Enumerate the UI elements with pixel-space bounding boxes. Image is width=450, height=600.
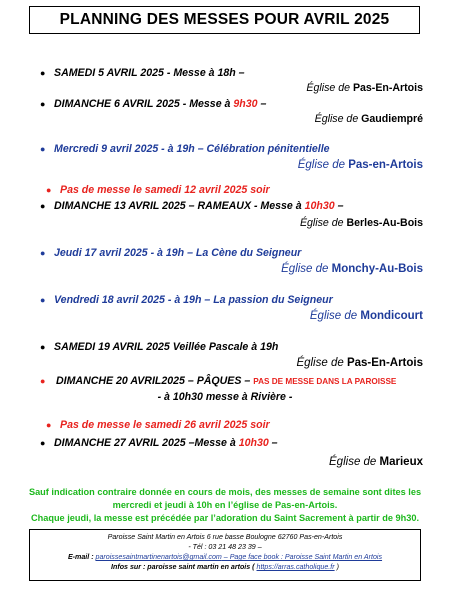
page-title: PLANNING DES MESSES POUR AVRIL 2025: [29, 6, 420, 34]
event-1-date: ● SAMEDI 5 AVRIL 2025 - Messe à 18h –: [40, 67, 245, 79]
bullet-icon: ●: [40, 376, 46, 386]
event-8-date: ● DIMANCHE 20 AVRIL2025 – PÂQUES – PAS DE MESSE DANS LA PAROISSE: [40, 375, 397, 387]
parish-contact-box: [29, 529, 421, 581]
event-3-date: ● Mercredi 9 avril 2025 - à 19h – Célébration pénitentielle: [40, 143, 330, 155]
parish-phone: - Tél : 03 21 48 23 39 –: [188, 543, 262, 551]
event-2-place: Église de Gaudiempré: [314, 113, 423, 125]
bullet-icon: ●: [40, 248, 46, 258]
notice-1: ● Pas de messe le samedi 12 avril 2025 soir: [46, 184, 270, 196]
event-4-date: ● DIMANCHE 13 AVRIL 2025 – RAMEAUX - Messe à 10h30 –: [40, 200, 344, 212]
website-link[interactable]: https://arras.catholique.fr: [256, 563, 335, 571]
event-8-sub: - à 10h30 messe à Rivière -: [157, 391, 293, 403]
parish-infos-line: Infos sur : paroisse saint martin en artois ( https://arras.catholique.fr ): [111, 563, 339, 571]
event-5-place: Église de Monchy-Au-Bois: [281, 263, 423, 275]
event-7-date: ● SAMEDI 19 AVRIL 2025 Veillée Pascale à 19h: [40, 341, 279, 353]
event-2-date: ● DIMANCHE 6 AVRIL 2025 - Messe à 9h30 –: [40, 98, 267, 110]
event-5-date: ● Jeudi 17 avril 2025 - à 19h – La Cène du Seigneur: [40, 247, 302, 259]
event-4-place: Église de Berles-Au-Bois: [299, 217, 423, 229]
parish-address: Paroisse Saint Martin en Artois 6 rue basse Boulogne 62760 Pas-en-Artois: [107, 533, 343, 541]
facebook-link[interactable]: – Page face book : Paroisse Saint Martin en Artois: [221, 553, 383, 561]
notice-2: ● Pas de messe le samedi 26 avril 2025 soir: [46, 419, 270, 431]
event-3-place: Église de Pas-en-Artois: [297, 159, 423, 171]
bullet-icon: ●: [40, 99, 46, 109]
weekday-mass-note: Sauf indication contraire donnée en cours de mois, des messes de semaine sont dites les mercredi et jeudi à 10h en l’église de Pas-en-Artois. Chaque jeudi, la messe est précédée par l’adoration du Saint Sacrement à partir de 9h30.: [28, 487, 422, 523]
event-6-date: ● Vendredi 18 avril 2025 - à 19h – La passion du Seigneur: [40, 294, 333, 306]
event-6-place: Église de Mondicourt: [309, 310, 423, 322]
bullet-icon: ●: [40, 144, 46, 154]
event-9-date: ● DIMANCHE 27 AVRIL 2025 –Messe à 10h30 –: [40, 437, 278, 449]
event-7-place: Église de Pas-En-Artois: [296, 357, 423, 369]
email-link[interactable]: paroissesaintmartinenartois@gmail.com: [95, 553, 222, 561]
event-9-place: Église de Marieux: [329, 456, 423, 468]
bullet-icon: ●: [40, 68, 46, 78]
bullet-icon: ●: [46, 420, 52, 430]
bullet-icon: ●: [40, 295, 46, 305]
bullet-icon: ●: [40, 438, 46, 448]
bullet-icon: ●: [46, 185, 52, 195]
parish-email-line: E-mail : paroissesaintmartinenartois@gmail.com – Page face book : Paroisse Saint Martin en Artois: [67, 553, 383, 561]
event-1-place: Église de Pas-En-Artois: [306, 82, 423, 94]
bullet-icon: ●: [40, 201, 46, 211]
bullet-icon: ●: [40, 342, 46, 352]
